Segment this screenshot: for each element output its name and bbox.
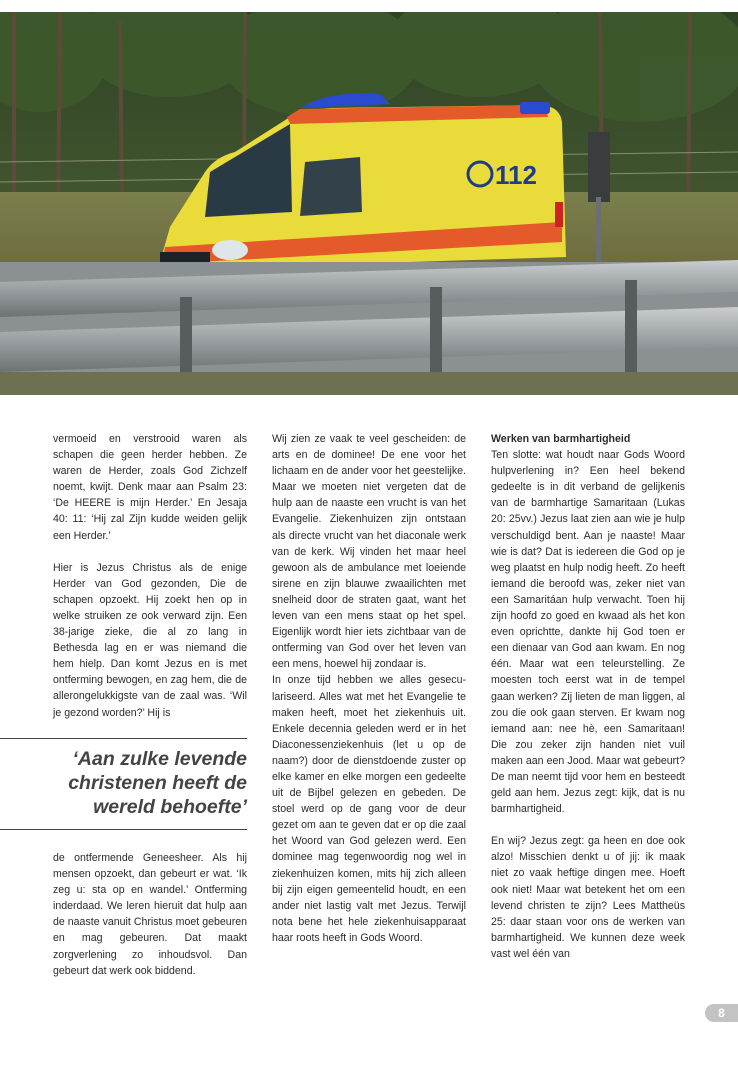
ambulance-illustration: [0, 12, 738, 395]
column-2-paragraph-2: In onze tijd hebben we alles geseculariseerd. Alles wat met het Evangelie te maken heeft, moet het ziekenhuis uit. Enkele decennia geleden werd er in het Diaconessenziekenhuis (let u op de naam?) door de dienstdoende zuster op elke kamer en elke morgen een gedeelte uit de Bijbel gelezen en gebeden. De stoel werd op de gang voor de deur gezet om aan te geven dat er op die zaal het Woord van God gelezen werd. Een dominee mag tegenwoordig nog wel in ziekenhuizen komen, mits hij zich alleen bij zijn eigen gemeentelid houdt, en een ander niet lastig valt met Jezus. Terwijl nota bene het hele ziekenhuisapparaat haar roots heeft in Gods Woord.: [272, 674, 466, 944]
ambulance-photo: [0, 12, 738, 395]
column-1-continued: [53, 850, 247, 979]
column-3-paragraph-2: En wij? Jezus zegt: ga heen en doe ook alzo! Misschien denkt u of jij: ik maak niet zo vaak heftige dingen mee. Hoeft ook niet! Maar wat betekent het om een levend christen te zijn? Lees Mattheüs 25: daar staan voor ons de werken van barmhartigheid. We kunnen deze week vast wel één van: [491, 835, 685, 960]
section-heading: Werken van barmhartigheid: [491, 433, 631, 445]
page-number: 8: [705, 1004, 738, 1022]
column-1-paragraph-2: Hier is Jezus Christus als de enige Herder van God gezonden, Die de schapen opzoekt. Hij zoekt hen op in welke struiken ze ook verward zijn. Een 38-jarige zieke, die al zo lang in Bethesda lag en er was niemand die hem hielp. Dan komt Jezus en is met ontferming bewogen, en zag hem, die de allerongelukkigste van de zaal was. ‘Wil je gezond worden?’ Hij is: [53, 561, 247, 719]
pull-quote-line-2: christenen heeft de: [68, 772, 247, 794]
pull-quote-line-3: wereld behoefte’: [93, 796, 247, 818]
column-1-paragraph-1: vermoeid en verstrooid waren als schapen die geen herder hebben. Ze waren de Herder, zoals God Zichzelf noemt, kwijt. Denk maar aan Psalm 23: ‘De HEERE is mijn Herder.’ En Jesaja 40: 11: ‘Hij zal Zijn kudde weiden gelijk een Herder.’: [53, 433, 247, 542]
column-1: [53, 431, 247, 721]
ambulance-number: 112: [495, 160, 537, 190]
column-2-paragraph-1: Wij zien ze vaak te veel gescheiden: de arts en de dominee! De ene voor het lichaam en de ander voor het geestelijke. Maar we moeten niet vergeten dat de hulp aan de naaste een vrucht is van het Evangelie. Ziekenhuizen zijn ontstaan als directe vrucht van het diaconale werk van de kerk. Wij vinden het maar heel gewoon als de ambulance met loeiende sirene en zijn blauwe zwaailichten met snelheid door de straten gaat, want het leven van een mens staat op het spel. Eigenlijk wordt hier iets zichtbaar van de ontferming van God over het leven van een mens, hoewel hij zondaar is.: [272, 433, 466, 671]
column-1-paragraph-3: de ontfermende Geneesheer. Als hij mensen opzoekt, dan gebeurt er wat. ‘Ik zeg u: sta op en wandel.’ Ontferming inderdaad. We leren hieruit dat hulp aan de naaste vanuit Christus moet gebeuren en mag gebeuren. Dat maakt zorgverlening zo inhoudsvol. Dan gebeurt dat werk ook biddend.: [53, 852, 247, 977]
column-3-paragraph-1: Ten slotte: wat houdt naar Gods Woord hulpverlening in? Een heel bekend gedeelte is in dit verband de gelijkenis van de barmhartige Samaritaan (Lukas 20: 25vv.) Jezus laat zien aan wie je hulp verschuldigd bent. Aan je naaste! Maar wie is dat? Dat is iedereen die God op je weg plaatst en hulp nodig heeft. Zo heeft iemand die beroofd was, zeker niet van een Samaritáan hulp verwacht. Toen hij zijn hoofd zo goed en kwaad als het kon even oprichtte, dankte hij God toen er een dienaar van God aan kwam. En nog één. Maar wat een teleurstelling. Ze moesten toch eerst wat in de tempel gaan werken? Zij lieten de man liggen, al zou die ook gaan sterven. Er kwam nog iemand aan: nee hè, een Samaritaan! Die zou zeker zijn handen niet vuil maken aan een Jood. Maar wat gebeurt? De man neemt tijd voor hem en besteedt geld aan hem. Jezus zegt: kijk, dat is nu barmhartigheid.: [491, 449, 685, 816]
column-2: [272, 431, 466, 946]
pull-quote: [0, 738, 247, 830]
pull-quote-line-1: ‘Aan zulke levende: [72, 748, 247, 770]
column-3: [491, 431, 685, 962]
